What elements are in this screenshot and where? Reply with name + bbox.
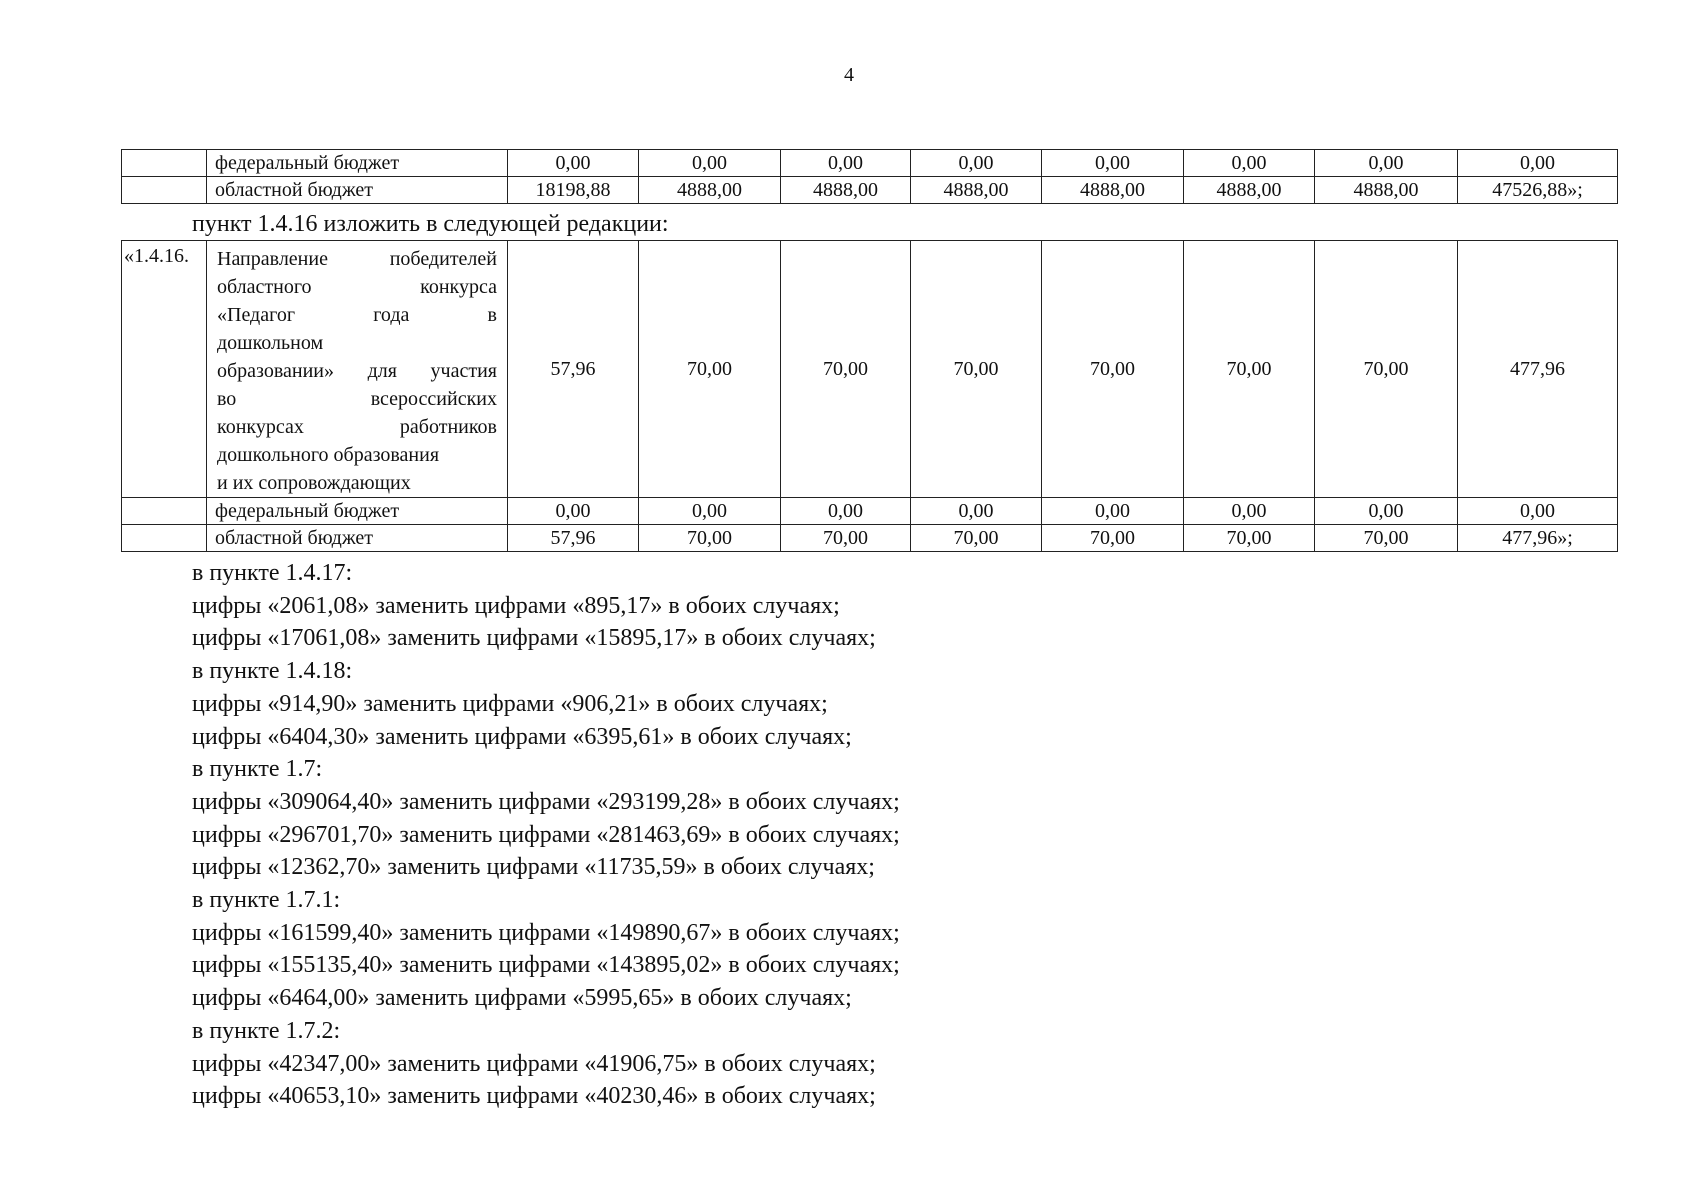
text-line: цифры «17061,08» заменить цифрами «15895,17» в обоих случаях; [192,625,876,652]
text-line: цифры «40653,10» заменить цифрами «40230,46» в обоих случаях; [192,1083,876,1110]
value-cell: 0,00 [1315,498,1458,525]
value-cell: 0,00 [1184,498,1315,525]
item-code: «1.4.16. [122,241,207,498]
text-line: цифры «309064,40» заменить цифрами «293199,28» в обоих случаях; [192,788,900,815]
code-cell [122,177,207,204]
budget-table-top [121,149,1618,204]
value-cell: 70,00 [1042,525,1184,552]
value-cell: 0,00 [911,150,1042,177]
budget-label: федеральный бюджет [207,150,508,177]
budget-label: областной бюджет [207,177,508,204]
table-row [122,177,1618,204]
table-row [122,525,1618,552]
value-cell: 4888,00 [1315,177,1458,204]
code-cell [122,525,207,552]
text-line: цифры «12362,70» заменить цифрами «11735,59» в обоих случаях; [192,854,875,881]
value-cell: 70,00 [781,241,911,498]
value-cell: 70,00 [911,241,1042,498]
value-cell: 0,00 [639,150,781,177]
budget-label: федеральный бюджет [207,498,508,525]
value-cell: 0,00 [781,150,911,177]
value-cell: 0,00 [911,498,1042,525]
value-cell: 70,00 [1315,241,1458,498]
value-cell: 477,96 [1458,241,1618,498]
text-line: цифры «2061,08» заменить цифрами «895,17» в обоих случаях; [192,592,840,619]
page-number: 4 [844,64,854,86]
amendment-text [192,557,900,1113]
text-line: в пункте 1.7.1: [192,887,341,914]
value-cell: 18198,88 [508,177,639,204]
value-cell: 4888,00 [1042,177,1184,204]
value-cell: 70,00 [639,525,781,552]
table-row-main [122,241,1618,498]
item-name-line: и их сопровождающих [217,472,411,494]
value-cell: 70,00 [1315,525,1458,552]
item-name-line: Направление победителей [217,248,497,270]
item-name-line: дошкольном [217,332,324,354]
item-name-line: конкурсах работников [217,416,497,438]
value-cell: 57,96 [508,525,639,552]
value-cell: 70,00 [781,525,911,552]
item-name-line: образовании» для участия [217,360,497,382]
value-cell: 70,00 [639,241,781,498]
budget-table-main [121,240,1618,552]
value-cell: 477,96»; [1458,525,1618,552]
item-name-line: «Педагог года в [217,304,497,326]
value-cell: 70,00 [1184,525,1315,552]
text-line: цифры «155135,40» заменить цифрами «143895,02» в обоих случаях; [192,952,900,979]
text-line: цифры «42347,00» заменить цифрами «41906,75» в обоих случаях; [192,1050,876,1077]
value-cell: 0,00 [1458,150,1618,177]
value-cell: 70,00 [1042,241,1184,498]
intro-text: пункт 1.4.16 изложить в следующей редакции: [192,211,669,237]
value-cell: 0,00 [639,498,781,525]
value-cell: 0,00 [1184,150,1315,177]
value-cell: 47526,88»; [1458,177,1618,204]
value-cell: 0,00 [1315,150,1458,177]
value-cell: 0,00 [1458,498,1618,525]
code-cell [122,498,207,525]
text-line: в пункте 1.7: [192,756,323,783]
value-cell: 4888,00 [639,177,781,204]
text-line: в пункте 1.4.17: [192,560,353,586]
budget-label: областной бюджет [207,525,508,552]
value-cell: 0,00 [508,150,639,177]
value-cell: 70,00 [911,525,1042,552]
table-row [122,498,1618,525]
value-cell: 4888,00 [911,177,1042,204]
text-line: цифры «161599,40» заменить цифрами «149890,67» в обоих случаях; [192,919,900,946]
value-cell: 0,00 [1042,150,1184,177]
text-line: цифры «6404,30» заменить цифрами «6395,61» в обоих случаях; [192,723,852,750]
item-name [207,241,508,498]
text-line: в пункте 1.7.2: [192,1017,341,1044]
table-row [122,150,1618,177]
value-cell: 4888,00 [1184,177,1315,204]
value-cell: 0,00 [1042,498,1184,525]
text-line: цифры «6464,00» заменить цифрами «5995,65» в обоих случаях; [192,985,852,1012]
text-line: цифры «296701,70» заменить цифрами «281463,69» в обоих случаях; [192,821,900,848]
item-name-line: областного конкурса [217,276,497,298]
item-name-line: дошкольного образования [217,444,440,466]
code-cell [122,150,207,177]
value-cell: 0,00 [508,498,639,525]
text-line: цифры «914,90» заменить цифрами «906,21» в обоих случаях; [192,690,828,717]
value-cell: 0,00 [781,498,911,525]
value-cell: 57,96 [508,241,639,498]
value-cell: 4888,00 [781,177,911,204]
value-cell: 70,00 [1184,241,1315,498]
text-line: в пункте 1.4.18: [192,658,353,685]
item-name-line: во всероссийских [217,388,497,410]
